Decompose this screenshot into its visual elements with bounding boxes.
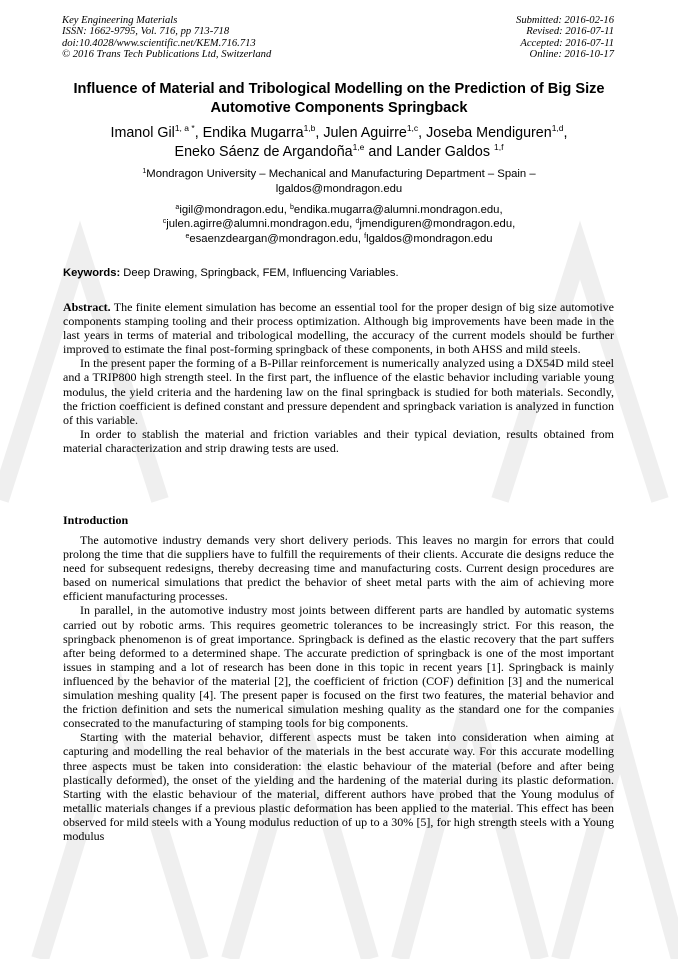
abstract-text: The finite element simulation has become an essential tool for the proper design of big size automotive components stamping tooling and their process optimization. Although big improvements have been made in the last years in terms of material and tribological modelling, the accuracy of the current models should be further improved to estimate the final post-forming springback of these components, in both AHSS and mild steels. [63,300,614,357]
author-separator: , [194,125,203,141]
journal-issn: ISSN: 1662-9795, Vol. 716, pp 713-718 [62,26,230,38]
keywords-label: Keywords: [63,267,121,279]
author-affiliation-mark: 1,b [303,123,316,133]
email-link[interactable]: jmendiguren@mondragon.edu, [359,218,516,231]
author-affiliation-mark: 1,c [406,123,419,133]
email-mark: d [355,218,360,226]
date-revised: Revised: 2016-07-11 [526,26,614,38]
keywords [63,266,399,280]
affiliation-mark: 1 [142,168,147,175]
paper-title: Influence of Material and Tribological Modelling on the Prediction of Big Size Automotive Components Springback [73,81,605,116]
email-mark: c [162,218,167,226]
introduction-section [63,533,614,843]
publication-dates [516,15,614,60]
journal-name: Key Engineering Materials [62,15,178,26]
date-accepted: Accepted: 2016-07-11 [520,37,614,49]
email-link[interactable]: igil@mondragon.edu, [179,204,291,216]
email-mark: f [364,232,367,240]
author-name: Julen Aguirre [323,125,407,141]
author-name: Imanol Gil [110,125,175,141]
author-affiliation-mark: 1, a * [174,123,195,133]
author-name: Eneko Sáenz de Argandoña [174,143,353,160]
journal-info [62,15,271,60]
email-mark: e [185,232,190,240]
affiliation [40,167,638,198]
affiliation-text: Mondragon University – Mechanical and Manufacturing Department – Spain – [146,168,536,180]
section-heading-introduction: Introduction [63,513,129,527]
body-paragraph: Starting with the material behavior, different aspects must be taken into consideration when aiming at capturing and modelling the real behavior of the materials in the best accurate way. For this accurate modelling three aspects must be taken into consideration: the elastic behaviour of the material (before and after being plastically deformed), the onset of the yielding and the hardening of the material during its plastic deformation. Starting with the elastic behaviour of the material, different authors have probed that the Young modulus of metallic materials changes if a previous plastic deformation has been applied to the material. This effect has been observed for mild steels with a Young modulus reduction of up to a 30% [5], for high strength steels with a Young modulus [63,730,614,843]
email-link[interactable]: endika.mugarra@alumni.mondragon.edu, [293,204,503,216]
author-separator: , [563,125,568,141]
author-name: Joseba Mendiguren [426,125,552,141]
abstract-label: Abstract. [63,300,111,314]
author-name: Endika Mugarra [202,125,304,141]
abstract-paragraph: In the present paper the forming of a B-Pillar reinforcement is numerically analyzed using a DX54D mild steel and a TRIP800 high strength steel. In the first part, the influence of the elastic behavior including variable young modulus, the yield criteria and the hardening law on the final springback is studied for both materials. Secondly, the friction coefficient is defined constant and pressure dependent and springback variation is analyzed in function of this variable. [63,356,614,427]
email-link[interactable]: lgaldos@mondragon.edu [366,232,493,245]
abstract-section [63,300,614,455]
journal-copyright: © 2016 Trans Tech Publications Ltd, Switzerland [62,48,272,60]
author-separator: , [315,125,324,141]
email-link[interactable]: julen.agirre@alumni.mondragon.edu, [166,218,356,231]
author-separator: and [364,143,397,160]
author-name: Lander Galdos [396,143,494,160]
author-affiliation-mark: 1,d [551,123,564,133]
email-mark: a [175,204,180,211]
abstract-paragraph [63,300,614,356]
body-paragraph: In parallel, in the automotive industry most joints between different parts are handled by automatic systems carried out by robotic arms. This requires geometric tolerances to be increasingly strict. For this reason, the springback phenomenon is of great importance. Springback is defined as the elastic recovery that the part suffers after being deformed to a determined shape. The accurate prediction of springback is one of the most important issues in stamping and a lot of research has been done in this topic in recent years [1]. Springback is mainly influenced by the behavior of the material [2], the coefficient of friction (COF) definition [3] and the numerical simulation meshing quality [4]. The present paper is focused on the first two features, the material behavior and the friction definition and sets the numerical simulation meshing quality as the standard one for the companies consecrated to the manufacturing of stamping tools for big components. [63,603,614,731]
journal-doi: doi:10.4028/www.scientific.net/KEM.716.713 [62,37,256,49]
date-online: Online: 2016-10-17 [529,48,614,60]
author-affiliation-mark: 1,f [494,141,504,152]
date-submitted: Submitted: 2016-02-16 [516,15,614,26]
author-affiliation-mark: 1,e [352,141,365,152]
abstract-paragraph: In order to stablish the material and friction variables and their typical deviation, results obtained from material characterization and strip drawing tests are used. [63,426,614,455]
author-list [40,124,638,161]
email-link[interactable]: esaenzdeargan@mondragon.edu, [189,232,365,245]
affiliation-email-link[interactable]: lgaldos@mondragon.edu [275,183,403,196]
body-paragraph: The automotive industry demands very short delivery periods. This leaves no margin for errors that could prolong the time that die suppliers have to fulfill the requirements of their clients. Accurate die designs reduce the need for subsequent redesigns, thereby decreasing time and manufacturing costs. Current design procedures are based on numerical simulations that predict the behavior of sheet metal parts with the aim of achieving more efficient manufacturing processes. [63,533,614,604]
author-emails [40,203,638,246]
email-mark: b [290,204,294,211]
keywords-text: Deep Drawing, Springback, FEM, Influencing Variables. [120,267,399,279]
author-separator: , [418,125,427,141]
